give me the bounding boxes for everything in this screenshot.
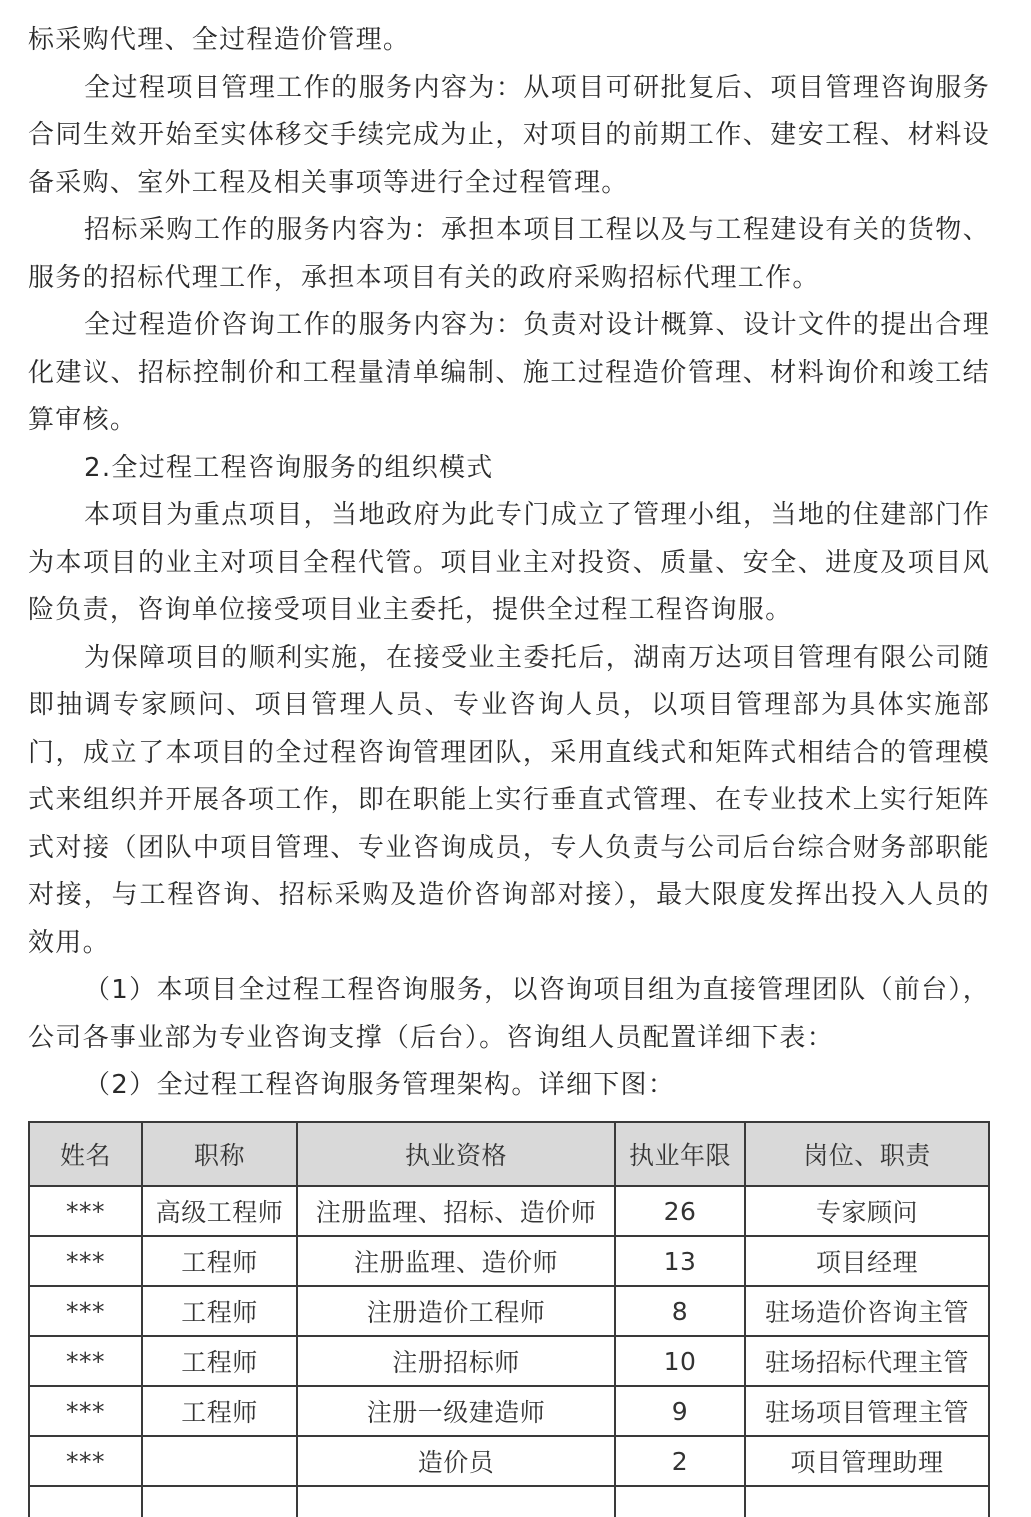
cell-name: *** xyxy=(29,1386,142,1436)
cell-title: 工程师 xyxy=(142,1386,297,1436)
cell-position: 驻场项目管理主管 xyxy=(745,1386,989,1436)
header-qualification: 执业资格 xyxy=(297,1122,615,1186)
paragraph-team-structure: 为保障项目的顺利实施，在接受业主委托后，湖南万达项目管理有限公司随即抽调专家顾问、项目管理人员、专业咨询人员，以项目管理部为具体实施部门，成立了本项目的全过程咨询管理团队，采用直线式和矩阵式相结合的管理模式来组织并开展各项工作，即在职能上实行垂直式管理、在专业技术上实行矩阵式对接（团队中项目管理、专业咨询成员，专人负责与公司后台综合财务部职能对接，与工程咨询、招标采购及造价咨询部对接），最大限度发挥出投入人员的效用。 xyxy=(28,642,990,958)
cell-title: 工程师 xyxy=(142,1286,297,1336)
paragraph-continuation: 标采购代理、全过程造价管理。 xyxy=(28,25,411,55)
cell-empty xyxy=(745,1486,989,1517)
cell-title: 工程师 xyxy=(142,1336,297,1386)
header-years: 执业年限 xyxy=(615,1122,745,1186)
header-position: 岗位、职责 xyxy=(745,1122,989,1186)
table-row xyxy=(29,1236,989,1286)
staff-table xyxy=(28,1121,990,1517)
cell-name: *** xyxy=(29,1286,142,1336)
document-body xyxy=(28,0,990,1110)
cell-empty xyxy=(297,1486,615,1517)
paragraph-project-management-scope: 全过程项目管理工作的服务内容为：从项目可研批复后、项目管理咨询服务合同生效开始至实体移交手续完成为止，对项目的前期工作、建安工程、材料设备采购、室外工程及相关事项等进行全过程管理。 xyxy=(28,72,990,198)
paragraph-item-1: （1）本项目全过程工程咨询服务，以咨询项目组为直接管理团队（前台），公司各事业部为专业咨询支撑（后台）。咨询组人员配置详细下表： xyxy=(28,975,990,1053)
cell-title: 工程师 xyxy=(142,1236,297,1286)
cell-position: 驻场造价咨询主管 xyxy=(745,1286,989,1336)
table-row xyxy=(29,1386,989,1436)
paragraph-project-background: 本项目为重点项目，当地政府为此专门成立了管理小组，当地的住建部门作为本项目的业主对项目全程代管。项目业主对投资、质量、安全、进度及项目风险负责，咨询单位接受项目业主委托，提供全过程工程咨询服。 xyxy=(28,500,990,625)
header-name: 姓名 xyxy=(29,1122,142,1186)
cell-qualification: 注册招标师 xyxy=(297,1336,615,1386)
cell-empty xyxy=(142,1486,297,1517)
cell-position: 专家顾问 xyxy=(745,1186,989,1236)
table-row xyxy=(29,1186,989,1236)
cell-name: *** xyxy=(29,1436,142,1486)
cell-qualification: 造价员 xyxy=(297,1436,615,1486)
cell-title: 高级工程师 xyxy=(142,1186,297,1236)
cell-years: 2 xyxy=(615,1436,745,1486)
paragraph-cost-consulting-scope: 全过程造价咨询工作的服务内容为：负责对设计概算、设计文件的提出合理化建议、招标控制价和工程量清单编制、施工过程造价管理、材料询价和竣工结算审核。 xyxy=(28,310,990,435)
cell-years: 9 xyxy=(615,1386,745,1436)
cell-name: *** xyxy=(29,1236,142,1286)
cell-qualification: 注册造价工程师 xyxy=(297,1286,615,1336)
table-row xyxy=(29,1436,989,1486)
header-title: 职称 xyxy=(142,1122,297,1186)
cell-years: 13 xyxy=(615,1236,745,1286)
staff-table-container xyxy=(28,1121,988,1517)
table-row xyxy=(29,1286,989,1336)
cell-empty xyxy=(29,1486,142,1517)
table-row xyxy=(29,1336,989,1386)
cell-position: 项目经理 xyxy=(745,1236,989,1286)
cell-name: *** xyxy=(29,1186,142,1236)
cell-empty xyxy=(615,1486,745,1517)
cell-qualification: 注册监理、造价师 xyxy=(297,1236,615,1286)
paragraph-procurement-scope: 招标采购工作的服务内容为：承担本项目工程以及与工程建设有关的货物、服务的招标代理工作，承担本项目有关的政府采购招标代理工作。 xyxy=(28,215,990,293)
cell-years: 26 xyxy=(615,1186,745,1236)
table-header-row xyxy=(29,1122,989,1186)
cell-title xyxy=(142,1436,297,1486)
cell-name: *** xyxy=(29,1336,142,1386)
cell-years: 10 xyxy=(615,1336,745,1386)
cell-qualification: 注册监理、招标、造价师 xyxy=(297,1186,615,1236)
cell-qualification: 注册一级建造师 xyxy=(297,1386,615,1436)
paragraph-item-2: （2）全过程工程咨询服务管理架构。详细下图： xyxy=(84,1070,676,1100)
table-row-partial xyxy=(29,1486,989,1517)
section-heading-organization-mode: 2.全过程工程咨询服务的组织模式 xyxy=(84,452,494,483)
cell-position: 驻场招标代理主管 xyxy=(745,1336,989,1386)
cell-years: 8 xyxy=(615,1286,745,1336)
cell-position: 项目管理助理 xyxy=(745,1436,989,1486)
